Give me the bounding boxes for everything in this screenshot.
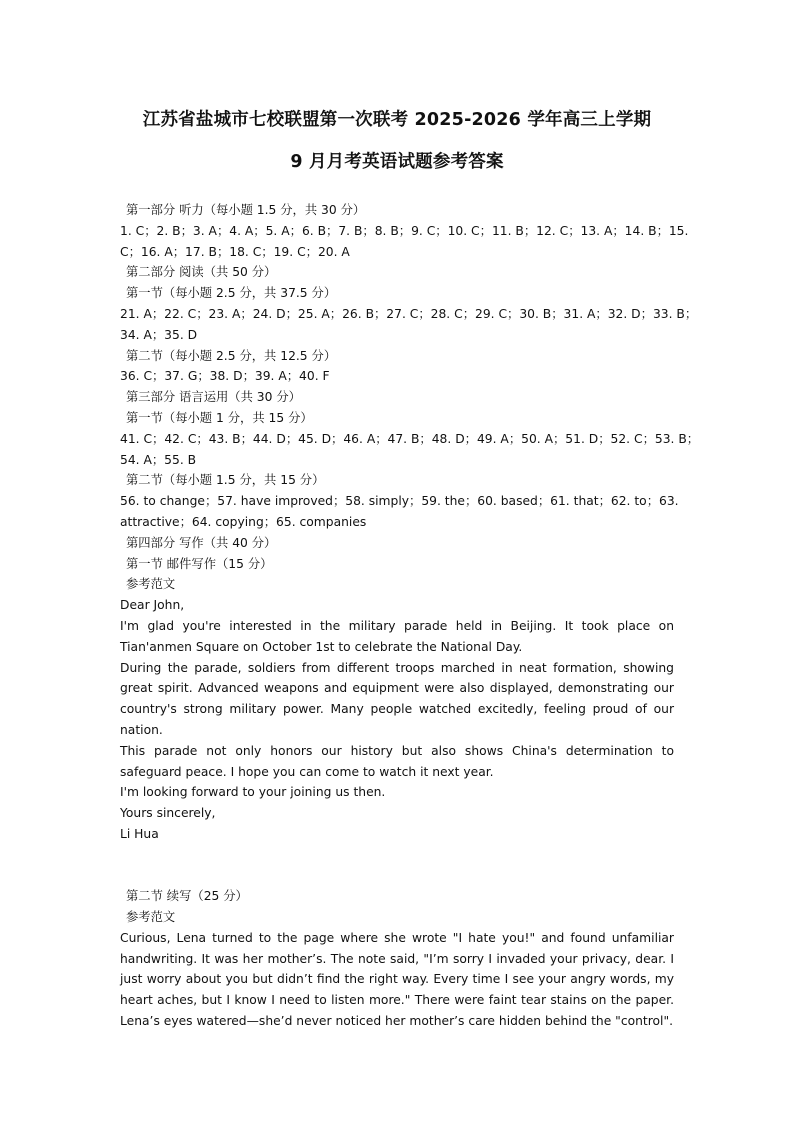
part4-heading: 第四部分 写作（共 40 分） [126,535,277,550]
part3-section2-heading: 第二节（每小题 1.5 分，共 15 分） [126,473,325,488]
spacer [120,845,674,887]
part3-heading: 第三部分 语言运用（共 30 分） [126,390,301,405]
sample-essay-label: 参考范文 [126,577,176,592]
part1-answers-line: 1. C；2. B；3. A；4. A；5. A；6. B；7. B；8. B；9. C；10. C；11. B；12. C；13. A；14. B；15. [120,223,689,238]
part2-section1-answers: 21. A；22. C；23. A；24. D；25. A；26. B；27. C；28. C；29. C；30. B；31. A；32. D；33. B； [120,306,698,321]
part3-section2-answers: attractive；64. copying；65. companies [120,514,367,529]
part3-section1-heading: 第一节（每小题 1 分，共 15 分） [126,410,313,425]
part2-section2-heading: 第二节（每小题 2.5 分，共 12.5 分） [126,348,337,363]
part3-section1-answers: 41. C；42. C；43. B；44. D；45. D；46. A；47. B；48. D；49. A；50. A；51. D；52. C；53. B； [120,431,700,446]
part1-answers-line: C；16. A；17. B；18. C；19. C；20. A [120,244,350,259]
part2-heading: 第二部分 阅读（共 50 分） [126,265,277,280]
letter-paragraph: I'm looking forward to your joining us then. [120,785,386,800]
letter-signature: Li Hua [120,826,159,841]
continuation-paragraph: Curious, Lena turned to the page where she wrote "I hate you!" and found unfamiliar handwriting. It was her mother’s. The note said, "I’m sorry I invaded your privacy, dear. I just worry about you but didn’t find the right way. Every time I see your angry words, my heart aches, but I know I need to listen more." There were faint tear stains on the paper. Lena’s eyes watered—she’d never noticed her mother’s care hidden behind the "control". [120,930,674,1029]
part4-section1-heading: 第一节 邮件写作（15 分） [126,556,273,571]
document-title: 江苏省盐城市七校联盟第一次联考 2025-2026 学年高三上学期 [142,110,652,130]
part2-section2-answers: 36. C；37. G；38. D；39. A；40. F [120,369,330,384]
part1-heading: 第一部分 听力（每小题 1.5 分，共 30 分） [126,203,366,217]
letter-paragraph: I'm glad you're interested in the military parade held in Beijing. It took place on Tian'anmen Square on October 1st to celebrate the National Day. [120,618,674,654]
document-subtitle: 9 月月考英语试题参考答案 [290,152,504,172]
letter-paragraph: During the parade, soldiers from different troops marched in neat formation, showing great spirit. Advanced weapons and equipment were also displayed, demonstrating our country's strong military power. Many people watched excitedly, feeling proud of our nation. [120,660,674,737]
part2-section1-heading: 第一节（每小题 2.5 分，共 37.5 分） [126,286,337,301]
letter-paragraph: This parade not only honors our history but also shows China's determination to safeguard peace. I hope you can come to watch it next year. [120,743,674,779]
part3-section2-answers: 56. to change；57. have improved；58. simply；59. the；60. based；61. that；62. to；63. [120,494,679,509]
part4-section2-heading: 第二节 续写（25 分） [126,889,248,904]
letter-greeting: Dear John, [120,598,185,613]
answer-content [120,200,700,1032]
sample-essay-label: 参考范文 [126,910,176,925]
part3-section1-answers: 54. A；55. B [120,452,197,467]
letter-closing: Yours sincerely, [120,806,216,821]
part2-section1-answers: 34. A；35. D [120,327,198,342]
